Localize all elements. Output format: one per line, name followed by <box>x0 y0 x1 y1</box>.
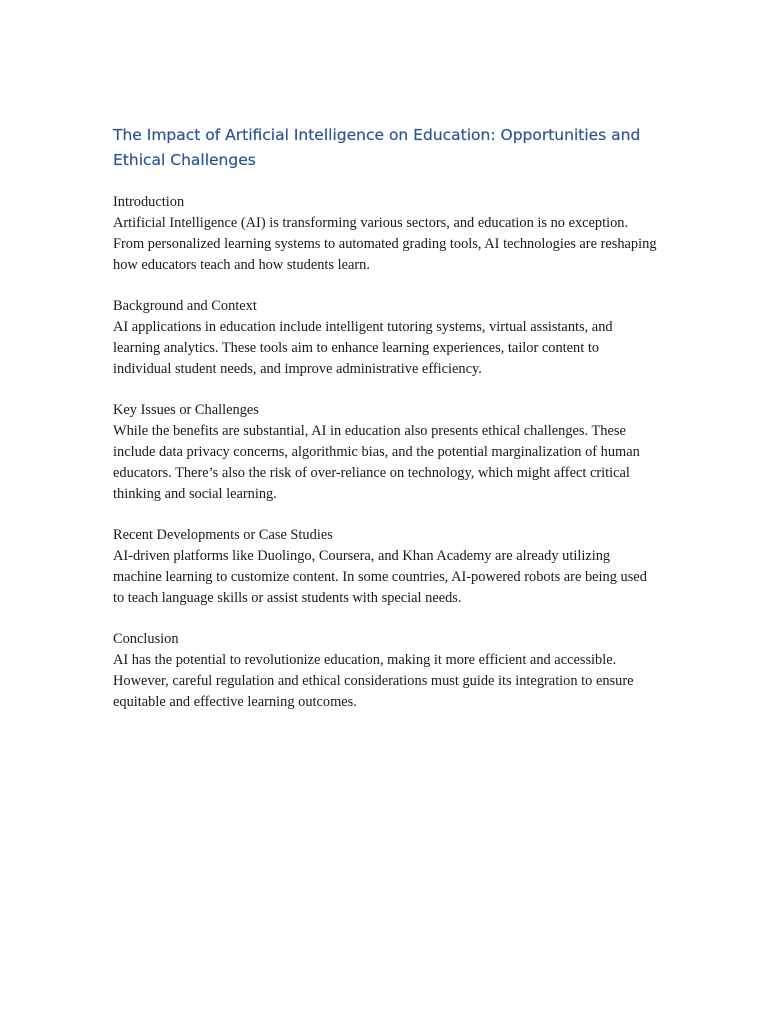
section-conclusion <box>113 629 658 713</box>
section-body: Artificial Intelligence (AI) is transforming various sectors, and education is no exception. From personalized learning systems to automated grading tools, AI technologies are reshaping how educators teach and how students learn. <box>113 215 657 273</box>
section-body: While the benefits are substantial, AI in education also presents ethical challenges. These include data privacy concerns, algorithmic bias, and the potential marginalization of human educators. There’s also the risk of over-reliance on technology, which might affect critical thinking and social learning. <box>113 423 640 502</box>
document-content <box>113 123 658 733</box>
section-heading: Introduction <box>113 194 185 210</box>
section-heading: Background and Context <box>113 298 257 314</box>
section-introduction <box>113 192 658 276</box>
section-recent-developments <box>113 525 658 609</box>
section-heading: Recent Developments or Case Studies <box>113 527 333 543</box>
section-body: AI-driven platforms like Duolingo, Coursera, and Khan Academy are already utilizing machine learning to customize content. In some countries, AI-powered robots are being used to teach language skills or assist students with special needs. <box>113 548 647 606</box>
section-heading: Key Issues or Challenges <box>113 402 259 418</box>
section-body: AI applications in education include intelligent tutoring systems, virtual assistants, and learning analytics. These tools aim to enhance learning experiences, tailor content to individual student needs, and improve administrative efficiency. <box>113 319 613 377</box>
section-key-issues <box>113 400 658 505</box>
document-title: The Impact of Artificial Intelligence on Education: Opportunities and Ethical Challenges <box>113 126 641 169</box>
section-heading: Conclusion <box>113 631 179 647</box>
section-body: AI has the potential to revolutionize education, making it more efficient and accessible. However, careful regulation and ethical considerations must guide its integration to ensure equitable and effective learning outcomes. <box>113 652 634 710</box>
section-background-and-context <box>113 296 658 380</box>
